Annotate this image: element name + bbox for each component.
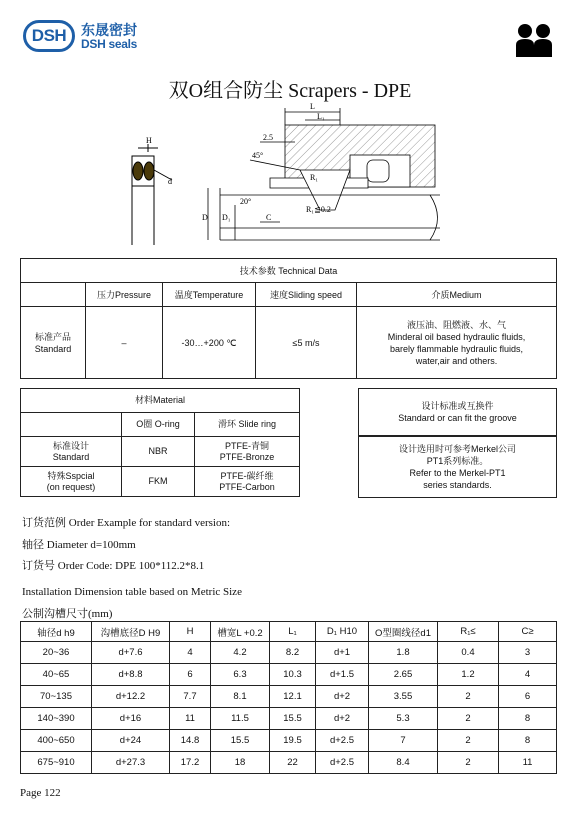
tech-row-label: 标准产品 Standard — [21, 307, 86, 379]
table-cell: 2.65 — [369, 664, 438, 686]
table-cell: d+2 — [316, 686, 369, 708]
logo-badge: DSH — [23, 20, 75, 52]
table-cell: 7 — [369, 730, 438, 752]
table-cell: 6 — [170, 664, 211, 686]
drawing-label-d1: D₁ — [222, 213, 231, 222]
table-cell: 3.55 — [369, 686, 438, 708]
drawing-label-2-5: 2.5 — [263, 133, 273, 142]
order-code: 订货号 Order Code: DPE 100*112.2*8.1 — [22, 560, 205, 572]
table-row — [21, 752, 557, 774]
col-d1: D₁ H10 — [316, 622, 369, 642]
logo-english-name: DSH seals — [81, 37, 137, 51]
table-cell: d+1 — [316, 642, 369, 664]
drawing-label-l1: L₁ — [317, 112, 325, 121]
seal-cross-section — [132, 144, 172, 245]
table-cell: 675~910 — [21, 752, 92, 774]
table-cell: d+2.5 — [316, 730, 369, 752]
table-cell: d+2 — [316, 708, 369, 730]
tech-col-temperature: 温度Temperature — [163, 283, 256, 307]
seal-drawing — [120, 100, 450, 250]
drawing-label-d-small: d — [168, 177, 172, 186]
drawing-label-r1-max: R₁≦0.2 — [306, 205, 331, 214]
table-cell: d+24 — [92, 730, 170, 752]
table-cell: 2 — [438, 730, 499, 752]
table-cell: 70~135 — [21, 686, 92, 708]
material-row-special-label: 特殊Sspcial (on request) — [21, 467, 122, 497]
table-cell: 1.8 — [369, 642, 438, 664]
material-corner-cell — [21, 413, 122, 437]
tech-pressure-value: – — [86, 307, 163, 379]
table-row — [21, 708, 557, 730]
merkel-reference-box: 设计选用时可参考Merkel公司 PT1系列标准。 Refer to the Merkel-PT1 series standards. — [358, 436, 557, 498]
table-row — [21, 664, 557, 686]
col-l1: L₁ — [270, 622, 316, 642]
drawing-label-20: 20° — [240, 197, 252, 206]
table-header-row — [21, 622, 557, 642]
table-cell: 8 — [499, 708, 557, 730]
material-col-oring: O圈 O-ring — [122, 413, 195, 437]
table-cell: 2 — [438, 686, 499, 708]
table-cell: 2 — [438, 708, 499, 730]
table-cell: 7.7 — [170, 686, 211, 708]
table-cell: 0.4 — [438, 642, 499, 664]
col-r1: R₁≤ — [438, 622, 499, 642]
drawing-label-d: D — [202, 213, 208, 222]
table-cell: 8.1 — [211, 686, 270, 708]
table-cell: 5.3 — [369, 708, 438, 730]
tech-col-pressure: 压力Pressure — [86, 283, 163, 307]
material-col-slide: 滑环 Slide ring — [195, 413, 300, 437]
installation-dimension-table — [20, 621, 557, 774]
install-table-title: Installation Dimension table based on Metric Size — [22, 586, 242, 598]
material-row-standard-label: 标准设计 Standard — [21, 437, 122, 467]
material-row-special-slide: PTFE-碳纤维 PTFE-Carbon — [195, 467, 300, 497]
table-cell: 19.5 — [270, 730, 316, 752]
material-table — [20, 388, 300, 497]
tech-temperature-value: -30…+200 ℃ — [163, 307, 256, 379]
table-row — [21, 686, 557, 708]
table-cell: 15.5 — [270, 708, 316, 730]
table-cell: d+2.5 — [316, 752, 369, 774]
table-cell: 20~36 — [21, 642, 92, 664]
table-cell: 11.5 — [211, 708, 270, 730]
material-header: 材料Material — [21, 389, 300, 413]
table-cell: 8.4 — [369, 752, 438, 774]
housing-section — [208, 108, 440, 240]
drawing-label-r1: R₁ — [310, 173, 319, 182]
table-cell: 1.2 — [438, 664, 499, 686]
technical-data-table — [20, 258, 557, 379]
table-cell: 22 — [270, 752, 316, 774]
table-cell: 140~390 — [21, 708, 92, 730]
col-oring-cross-section: O型圈线径d1 — [369, 622, 438, 642]
drawing-label-l: L — [310, 102, 315, 111]
people-icon — [514, 21, 554, 59]
logo-chinese-name: 东晟密封 — [81, 22, 137, 38]
table-cell: 11 — [170, 708, 211, 730]
table-row — [21, 730, 557, 752]
table-cell: 40~65 — [21, 664, 92, 686]
tech-medium-value: 液压油、阻燃液、水、气 Minderal oil based hydraulic fluids, barely flammable hydraulic fluids, water,air and others. — [357, 307, 557, 379]
drawing-label-h: H — [146, 136, 152, 145]
table-cell: 10.3 — [270, 664, 316, 686]
table-cell: 11 — [499, 752, 557, 774]
table-cell: 15.5 — [211, 730, 270, 752]
order-diameter: 轴径 Diameter d=100mm — [22, 539, 136, 551]
table-cell: 2 — [438, 752, 499, 774]
col-c: C≥ — [499, 622, 557, 642]
tech-col-medium: 介质Medium — [357, 283, 557, 307]
tech-col-speed: 速度Sliding speed — [256, 283, 357, 307]
table-row — [21, 642, 557, 664]
table-cell: 6 — [499, 686, 557, 708]
table-cell: 12.1 — [270, 686, 316, 708]
tech-speed-value: ≤5 m/s — [256, 307, 357, 379]
install-table-subtitle: 公制沟槽尺寸(mm) — [22, 608, 113, 620]
page-number: Page 122 — [20, 787, 61, 799]
table-cell: 14.8 — [170, 730, 211, 752]
material-row-special-oring: FKM — [122, 467, 195, 497]
table-cell: d+7.6 — [92, 642, 170, 664]
table-cell: 4 — [170, 642, 211, 664]
page-title: 双O组合防尘 Scrapers - DPE — [168, 80, 412, 102]
material-row-standard-slide: PTFE-青铜 PTFE-Bronze — [195, 437, 300, 467]
col-shaft-diameter: 轴径d h9 — [21, 622, 92, 642]
col-h: H — [170, 622, 211, 642]
material-row-standard-oring: NBR — [122, 437, 195, 467]
table-cell: 17.2 — [170, 752, 211, 774]
table-cell: 4.2 — [211, 642, 270, 664]
drawing-label-45: 45° — [252, 151, 264, 160]
table-cell: d+8.8 — [92, 664, 170, 686]
table-cell: 6.3 — [211, 664, 270, 686]
table-cell: 400~650 — [21, 730, 92, 752]
drawing-label-c: C — [266, 213, 272, 222]
col-groove-width: 槽宽L +0.2 — [211, 622, 270, 642]
table-cell: 8.2 — [270, 642, 316, 664]
design-standard-box: 设计标准或互换件 Standard or can fit the groove — [358, 388, 557, 436]
tech-header: 技术参数 Technical Data — [21, 259, 557, 283]
col-groove-diameter: 沟槽底径D H9 — [92, 622, 170, 642]
table-cell: 18 — [211, 752, 270, 774]
table-cell: 4 — [499, 664, 557, 686]
table-cell: d+27.3 — [92, 752, 170, 774]
table-cell: d+16 — [92, 708, 170, 730]
table-cell: 3 — [499, 642, 557, 664]
order-example-heading: 订货范例 Order Example for standard version: — [22, 517, 231, 529]
tech-corner-cell — [21, 283, 86, 307]
table-cell: 8 — [499, 730, 557, 752]
table-cell: d+1.5 — [316, 664, 369, 686]
table-cell: d+12.2 — [92, 686, 170, 708]
